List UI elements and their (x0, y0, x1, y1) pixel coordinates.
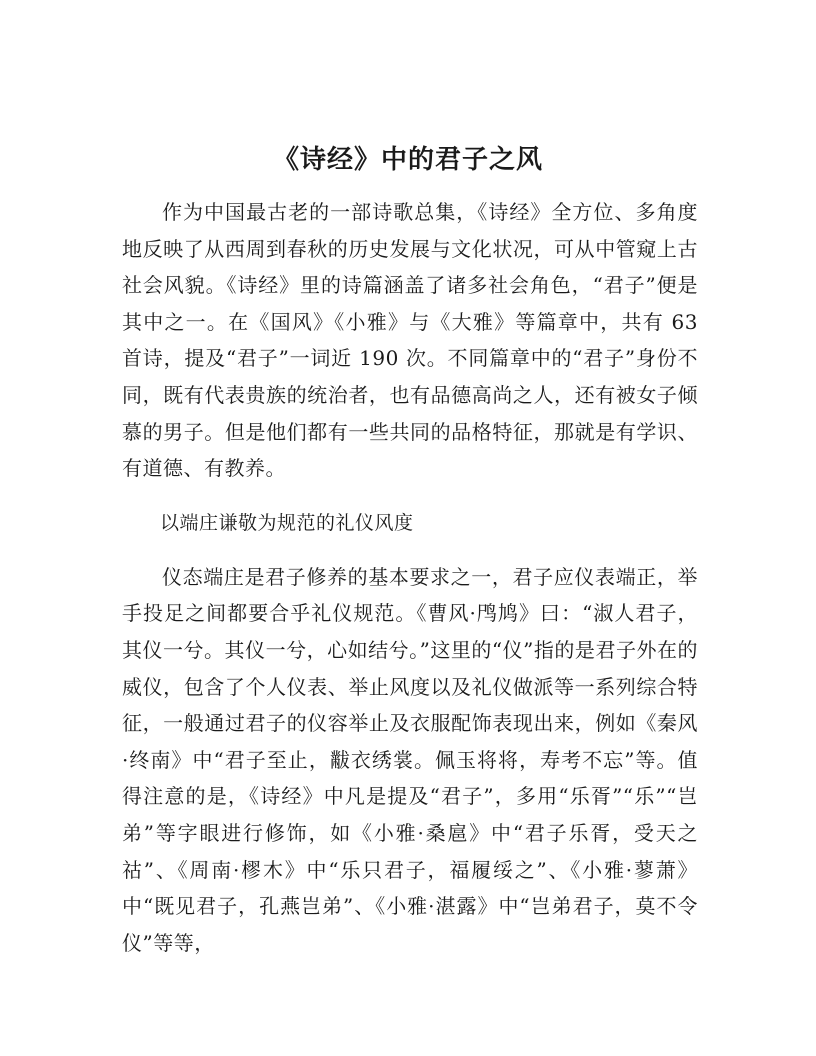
intro-paragraph: 作为中国最古老的一部诗歌总集，《诗经》全方位、多角度地反映了从西周到春秋的历史发展与文化状况，可从中管窥上古社会风貌。《诗经》里的诗篇涵盖了诸多社会角色，“君子”便是其中之一。在《国风》《小雅》与《大雅》等篇章中，共有 63 首诗，提及“君子”一词近 190 次。不同篇章中的“君子”身份不同，既有代表贵族的统治者，也有品德高尚之人，还有被女子倾慕的男子。但是他们都有一些共同的品格特征，那就是有学识、有道德、有教养。 (122, 200, 698, 481)
section-paragraph: 仪态端庄是君子修养的基本要求之一，君子应仪表端正，举手投足之间都要合乎礼仪规范。《曹风·鸤鸠》曰：“淑人君子，其仪一兮。其仪一兮，心如结兮。”这里的“仪”指的是君子外在的威仪，包含了个人仪表、举止风度以及礼仪做派等一系列综合特征，一般通过君子的仪容举止及衣服配饰表现出来，例如《秦风·终南》中“君子至止，黻衣绣裳。佩玉将将，寿考不忘”等。值得注意的是，《诗经》中凡是提及“君子”，多用“乐胥”“乐”“岂弟”等字眼进行修饰，如《小雅·桑扈》中“君子乐胥，受天之祜”、《周南·樛木》中“乐只君子，福履绥之”、《小雅·蓼萧》中“既见君子，孔燕岂弟”、《小雅·湛露》中“岂弟君子，莫不令仪”等等， (122, 564, 698, 955)
page-title: 《诗经》中的君子之风 (272, 145, 543, 175)
document-body (122, 194, 698, 961)
section-subheading: 以端庄谦敬为规范的礼仪风度 (160, 511, 414, 534)
